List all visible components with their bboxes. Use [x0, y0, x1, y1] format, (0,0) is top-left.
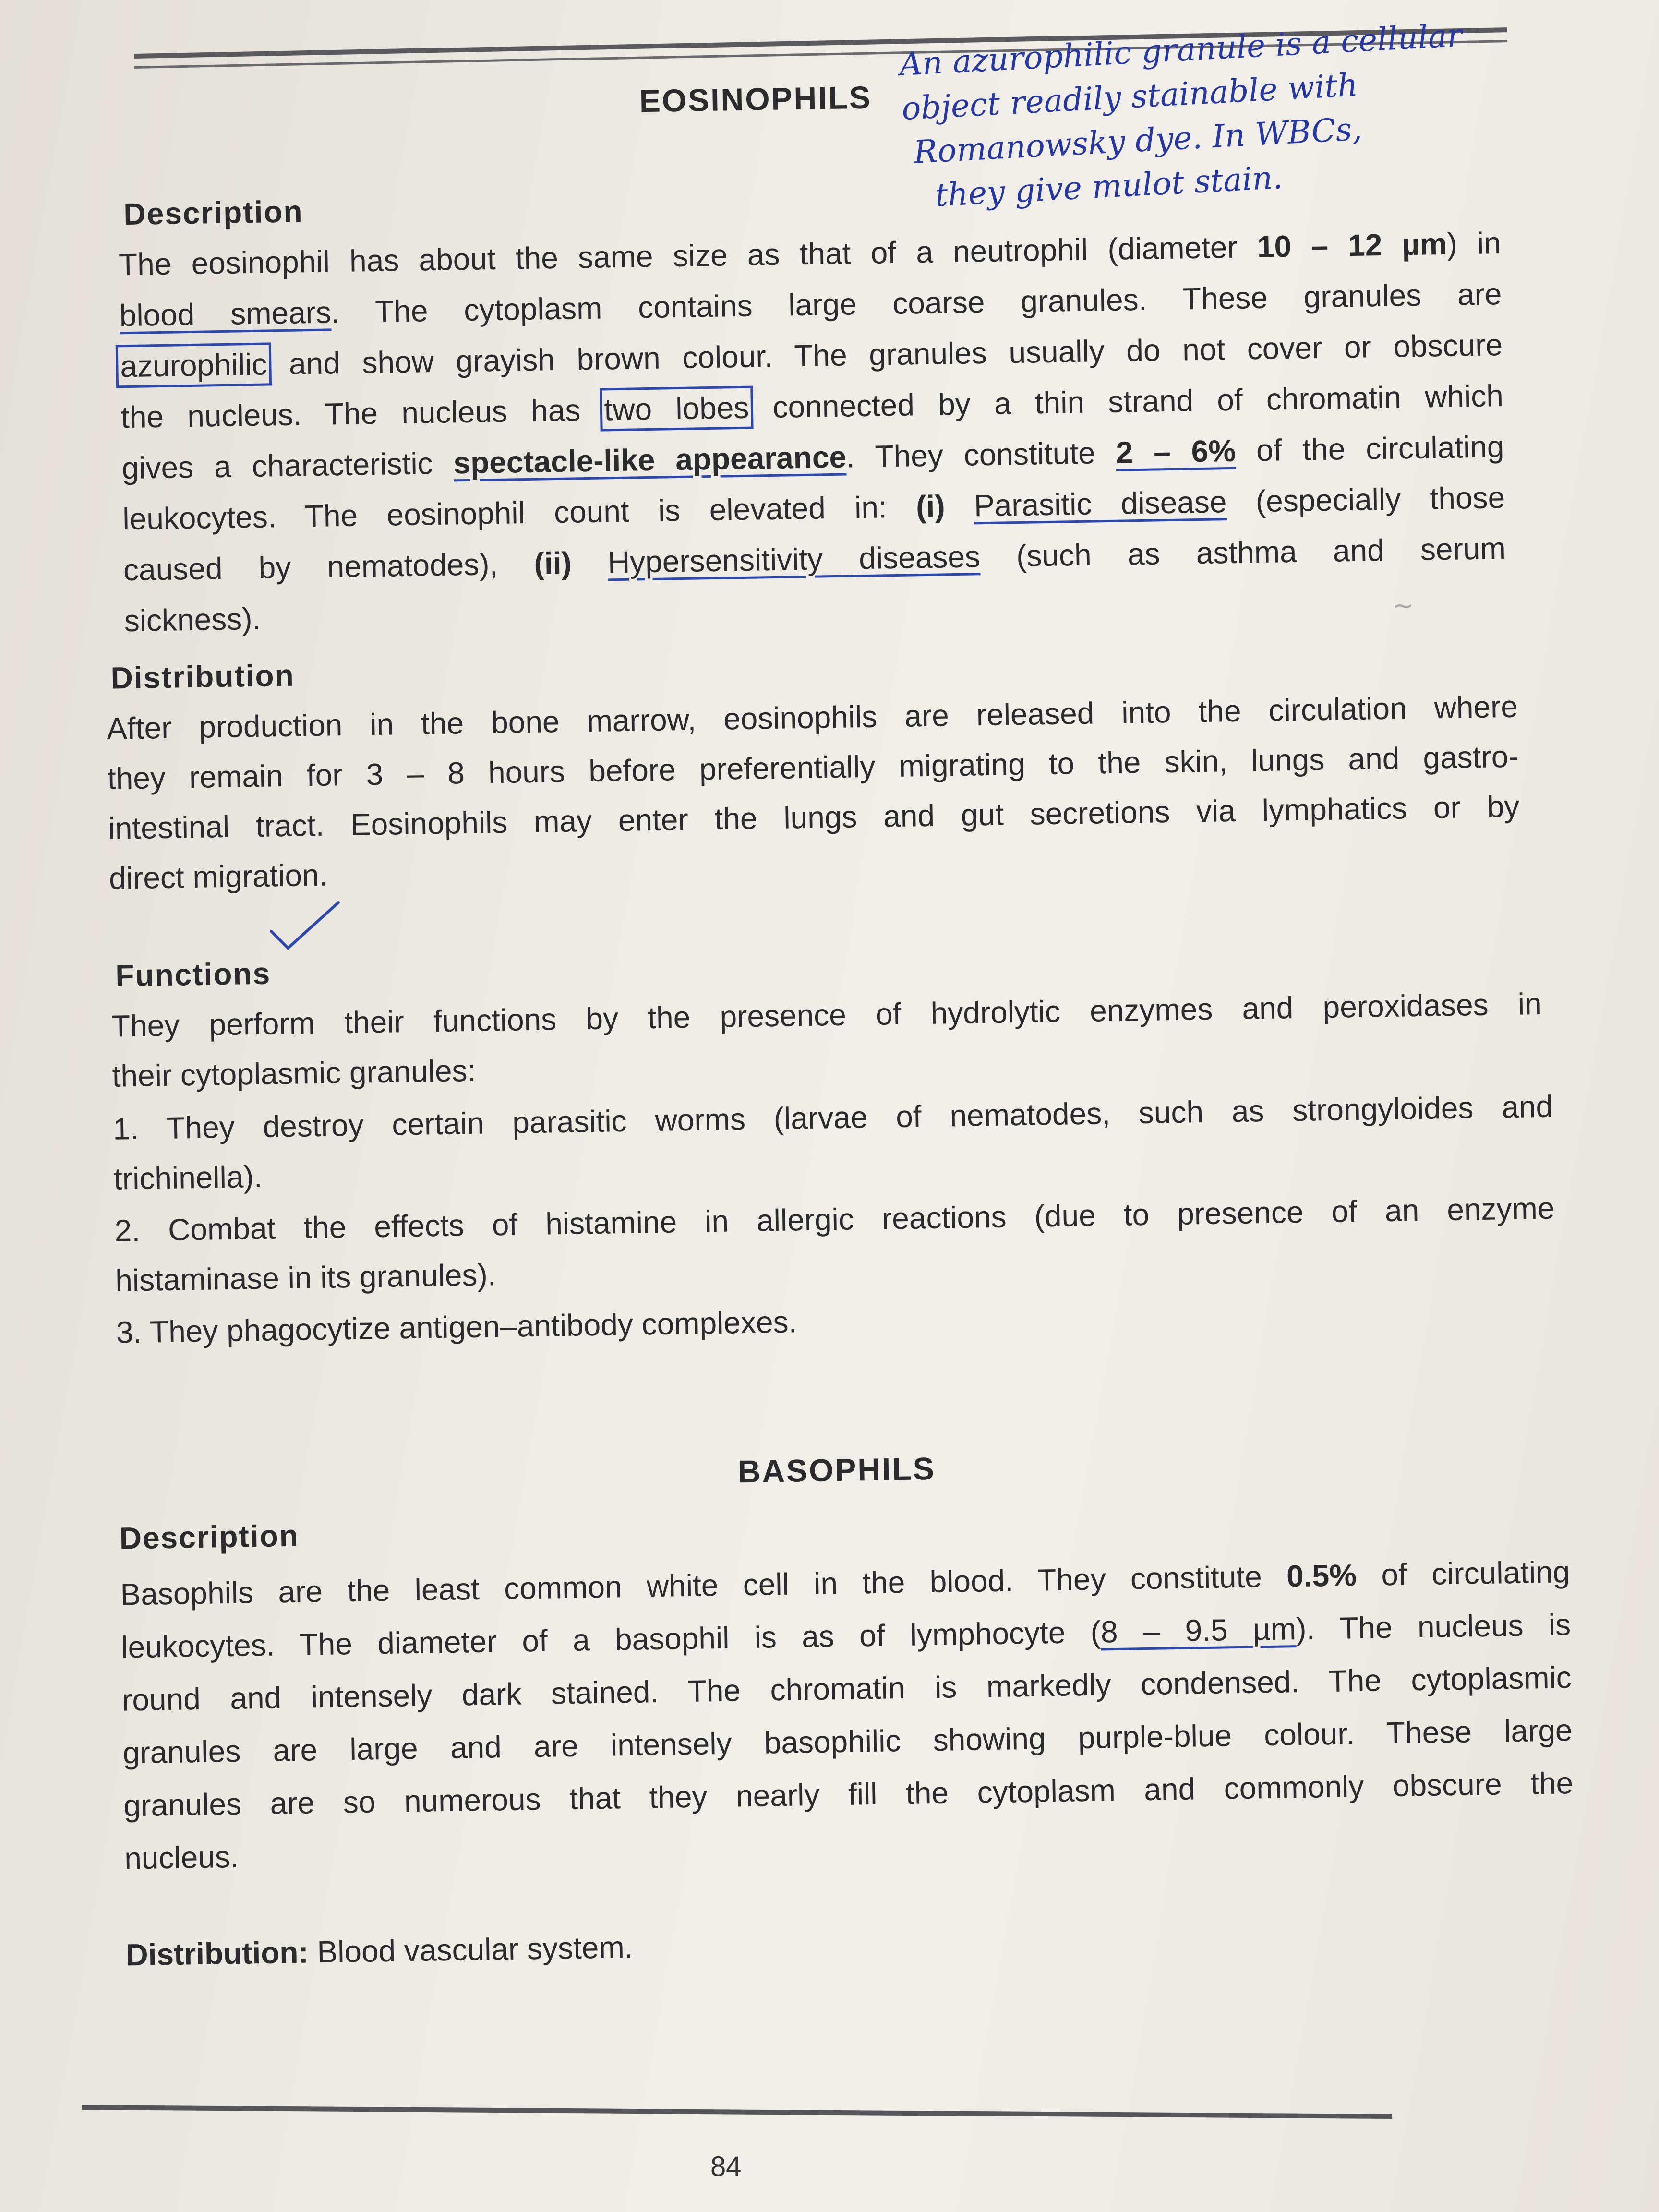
text-run: . They constitute: [846, 435, 1117, 474]
basophils-title: BASOPHILS: [737, 1450, 936, 1490]
eosinophils-distribution-heading: Distribution: [110, 658, 295, 696]
function-item-line: 3. They phagocytize antigen–antibody complexes.: [116, 1304, 797, 1350]
text-run: The eosinophil has about the same size as that of a neutrophil (diameter: [118, 229, 1258, 282]
handwritten-line: An azurophilic granule is a cellular: [898, 16, 1463, 84]
basophils-distribution-label: Distribution:: [125, 1935, 309, 1972]
text-run: 8 – 9.5 µm: [1100, 1611, 1297, 1649]
text-run: spectacle-like appearance: [453, 439, 847, 481]
function-item-line: histaminase in its granules).: [115, 1257, 497, 1298]
basophils-description-heading: Description: [119, 1518, 300, 1556]
text-run: blood smears: [119, 295, 332, 333]
handwritten-note: [898, 10, 1530, 219]
basophils-distribution: [126, 1929, 633, 1973]
text-run: caused by nematodes),: [123, 546, 535, 588]
text-run: (i): [915, 489, 946, 524]
text-run: of circulating: [1356, 1554, 1570, 1593]
text-run: . The cytoplasm contains large coarse granules. These granules are: [331, 276, 1502, 330]
basophils-distribution-text: Blood vascular system.: [308, 1929, 634, 1970]
checkmark-icon: [269, 898, 341, 955]
text-run: 10 – 12 µm: [1257, 226, 1447, 264]
function-item-line: 1. They destroy certain parasitic worms (larvae of nematodes, such as strongyloides and: [112, 1089, 1553, 1146]
text-run: sickness).: [124, 601, 261, 638]
text-run: of the circulating: [1235, 429, 1504, 468]
text-run: leukocytes. The eosinophil count is elevated in:: [122, 489, 916, 537]
text-line: intestinal tract. Eosinophils may enter the lungs and gut secretions via lymphatics or by: [108, 789, 1520, 846]
text-run: leukocytes. The diameter of a basophil is as of lymphocyte (: [120, 1614, 1101, 1665]
text-run: the nucleus. The nucleus has: [120, 392, 605, 435]
text-line: direct migration.: [108, 857, 328, 896]
text-run: ) in: [1446, 226, 1502, 261]
eosinophils-functions-heading: Functions: [115, 956, 271, 993]
text-run: (ii): [533, 545, 572, 581]
function-item-line: trichinella).: [113, 1159, 263, 1196]
bottom-rule: [82, 2105, 1392, 2119]
text-line: They perform their functions by the presence of hydrolytic enzymes and peroxidases in: [111, 986, 1542, 1044]
text-run: [945, 488, 974, 523]
handwritten-line: Romanowsky dye. In WBCs,: [913, 110, 1363, 171]
text-line: they remain for 3 – 8 hours before preferentially migrating to the skin, lungs and gastro-: [107, 739, 1519, 796]
text-run: (especially those: [1226, 480, 1505, 519]
eosinophils-description-heading: Description: [123, 194, 304, 232]
text-run: [571, 545, 608, 580]
text-run: granules are so numerous that they nearly fill the cytoplasm and commonly obscure the: [123, 1766, 1574, 1823]
handwritten-line: they give mulot stain.: [934, 158, 1284, 214]
text-run: connected by a thin strand of chromatin which: [748, 378, 1504, 425]
text-run: 0.5%: [1286, 1558, 1357, 1594]
text-run: gives a characteristic: [121, 445, 454, 486]
margin-show-through: ~: [1392, 590, 1414, 621]
page-number: 84: [710, 2151, 742, 2182]
handwritten-line: object readily stainable with: [901, 66, 1359, 128]
eosinophils-title: EOSINOPHILS: [639, 79, 872, 119]
text-run: ). The nucleus is: [1296, 1607, 1571, 1647]
function-item-line: 2. Combat the effects of histamine in allergic reactions (due to presence of an enzyme: [114, 1190, 1555, 1248]
text-run: Hypersensitivity diseases: [607, 539, 981, 580]
text-run: round and intensely dark stained. The chromatin is markedly condensed. The cytoplasmic: [121, 1660, 1572, 1718]
text-line: After production in the bone marrow, eosinophils are released into the circulation where: [106, 689, 1518, 746]
text-run: 2 – 6%: [1116, 433, 1236, 470]
text-run: Basophils are the least common white cell in the blood. They constitute: [120, 1559, 1287, 1612]
text-run: granules are large and are intensely basophilic showing purple-blue colour. These large: [122, 1713, 1573, 1770]
text-run: azurophilic: [120, 347, 267, 384]
text-run: two lobes: [603, 390, 749, 427]
text-line: their cytoplasmic granules:: [112, 1053, 476, 1094]
text-run: nucleus.: [124, 1839, 240, 1876]
text-run: Parasitic disease: [974, 484, 1227, 523]
text-run: and show grayish brown colour. The granules usually do not cover or obscure: [266, 327, 1503, 382]
text-run: (such as asthma and serum: [980, 531, 1506, 574]
